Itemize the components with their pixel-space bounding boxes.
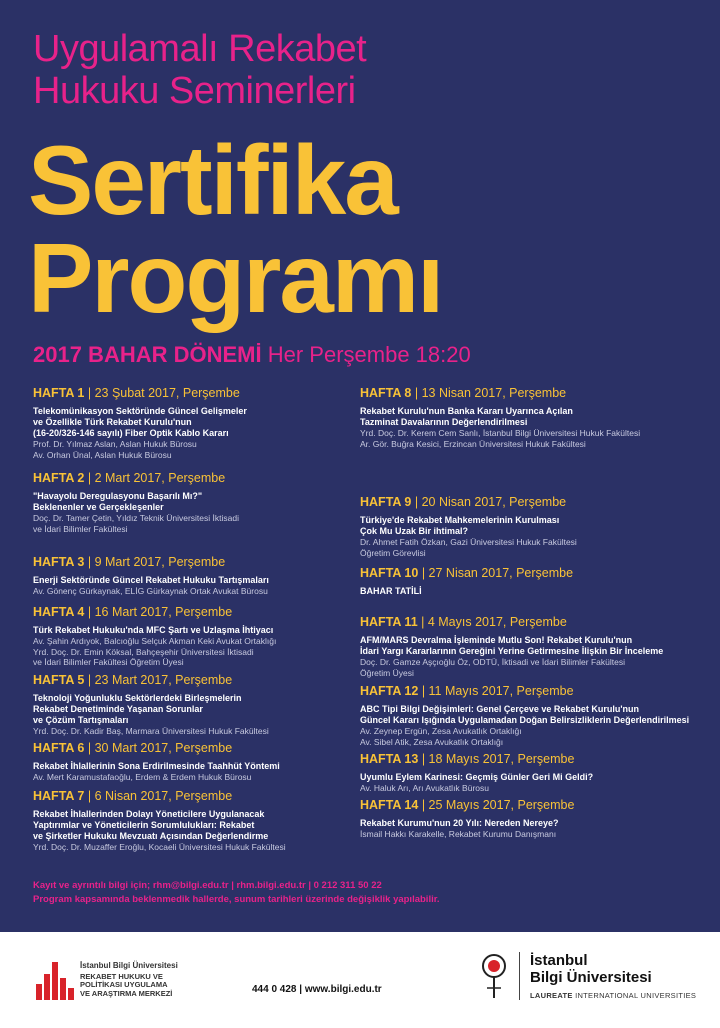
week-block	[360, 386, 700, 495]
week-number: HAFTA 4	[33, 605, 85, 619]
week-block	[33, 605, 373, 673]
week-block	[33, 386, 373, 471]
week-block	[33, 673, 373, 741]
week-block	[33, 555, 373, 605]
week-number: HAFTA 2	[33, 471, 85, 485]
week-block	[360, 752, 700, 798]
week-topic: Telekomünikasyon Sektöründe Güncel Gelişmeler ve Özellikle Türk Rekabet Kurulu'nun (16-20/326-146 sayılı) Fiber Optik Kablo Kararı	[33, 406, 247, 438]
week-topic: Enerji Sektöründe Güncel Rekabet Hukuku Tartışmaları	[33, 575, 269, 585]
term-line	[33, 342, 471, 368]
title-line-2: Hukuku Seminerleri	[33, 70, 356, 112]
week-number: HAFTA 13	[360, 752, 419, 766]
week-topic: Uyumlu Eylem Karinesi: Geçmiş Günler Geri Mi Geldi?	[360, 772, 594, 782]
term-name: 2017 BAHAR DÖNEMİ	[33, 342, 262, 367]
week-speakers: Yrd. Doç. Dr. Muzaffer Eroğlu, Kocaeli Üniversitesi Hukuk Fakültesi	[33, 842, 286, 852]
week-number: HAFTA 6	[33, 741, 85, 755]
week-date: | 13 Nisan 2017, Perşembe	[411, 386, 567, 400]
week-date: | 6 Nisan 2017, Perşembe	[84, 789, 233, 803]
week-date: | 16 Mart 2017, Perşembe	[84, 605, 233, 619]
week-number: HAFTA 7	[33, 789, 85, 803]
week-date: | 23 Şubat 2017, Perşembe	[84, 386, 240, 400]
logo-divider	[519, 952, 520, 1000]
week-date: | 9 Mart 2017, Perşembe	[84, 555, 226, 569]
university-seal-icon	[475, 950, 513, 1000]
week-speakers: Av. Gönenç Gürkaynak, ELİG Gürkaynak Ortak Avukat Bürosu	[33, 586, 268, 596]
week-number: HAFTA 5	[33, 673, 85, 687]
week-number: HAFTA 14	[360, 798, 419, 812]
weeks-right-column	[360, 386, 700, 840]
week-topic: Rekabet Kurulu'nun Banka Kararı Uyarınca Açılan Tazminat Davalarının Değerlendirilmesi	[360, 406, 573, 427]
week-block	[360, 798, 700, 840]
title-line-1: Uygulamalı Rekabet	[33, 28, 367, 70]
schedule-disclaimer: Program kapsamında beklenmedik hallerde, sunum tarihleri üzerinde değişiklik yapılabilir.	[33, 894, 440, 905]
university-name: İstanbul Bilgi Üniversitesi	[530, 952, 652, 986]
week-speakers: Yrd. Doç. Dr. Kerem Cem Sanlı, İstanbul Bilgi Üniversitesi Hukuk Fakültesi Ar. Gör. Buğra Kesici, Erzincan Üniversitesi Hukuk Fakültesi	[360, 428, 641, 449]
weeks-left-column	[33, 386, 373, 853]
week-topic: "Havayolu Deregulasyonu Başarılı Mı?" Beklenenler ve Gerçekleşenler	[33, 491, 203, 512]
week-date: | 20 Nisan 2017, Perşembe	[411, 495, 567, 509]
week-speakers: Av. Mert Karamustafaoğlu, Erdem & Erdem Hukuk Bürosu	[33, 772, 252, 782]
week-block	[33, 789, 373, 853]
week-number: HAFTA 12	[360, 684, 419, 698]
center-logo-bars-icon	[36, 962, 74, 1000]
week-topic: Türkiye'de Rekabet Mahkemelerinin Kurulması Çok Mu Uzak Bir ihtimal?	[360, 515, 560, 536]
week-number: HAFTA 1	[33, 386, 85, 400]
week-number: HAFTA 3	[33, 555, 85, 569]
week-date: | 27 Nisan 2017, Perşembe	[418, 566, 574, 580]
week-number: HAFTA 11	[360, 615, 418, 629]
week-topic: Rekabet Kurumu'nun 20 Yılı: Nereden Nereye?	[360, 818, 559, 828]
footer-contact[interactable]: 444 0 428 | www.bilgi.edu.tr	[252, 984, 382, 995]
week-date: | 25 Mayıs 2017, Perşembe	[418, 798, 575, 812]
week-topic: Teknoloji Yoğunluklu Sektörlerdeki Birleşmelerin Rekabet Denetiminde Yaşanan Sorunlar ve Çözüm Tartışmaları	[33, 693, 242, 725]
week-block	[360, 684, 700, 752]
week-speakers: Yrd. Doç. Dr. Kadir Baş, Marmara Üniversitesi Hukuk Fakültesi	[33, 726, 269, 736]
center-unit-name: REKABET HUKUKU VE POLİTİKASI UYGULAMA VE ARAŞTIRMA MERKEZİ	[80, 971, 173, 998]
week-speakers: İsmail Hakkı Karakelle, Rekabet Kurumu Danışmanı	[360, 829, 557, 839]
week-speakers: Av. Zeynep Ergün, Zesa Avukatlık Ortaklığı Av. Sibel Atik, Zesa Avukatlık Ortaklığı	[360, 726, 522, 747]
week-speakers: Av. Şahin Ardıyok, Balcıoğlu Selçuk Akman Keki Avukat Ortaklığı Yrd. Doç. Dr. Emin Köksal, Bahçeşehir Üniversitesi İktisadi ve İdari Bilimler Fakültesi Öğretim Üyesi	[33, 636, 277, 667]
week-speakers: Doç. Dr. Tamer Çetin, Yıldız Teknik Üniversitesi İktisadi ve İdari Bilimler Fakültesi	[33, 513, 239, 534]
week-date: | 23 Mart 2017, Perşembe	[84, 673, 233, 687]
registration-info	[33, 879, 440, 907]
week-date: | 2 Mart 2017, Perşembe	[84, 471, 226, 485]
week-topic: Rekabet İhlallerinin Sona Erdirilmesinde Taahhüt Yöntemi	[33, 761, 280, 771]
week-block	[33, 741, 373, 789]
week-block	[360, 615, 700, 684]
registration-contact[interactable]: Kayıt ve ayrıntılı bilgi için; rhm@bilgi.edu.tr | rhm.bilgi.edu.tr | 0 212 311 50 22	[33, 880, 382, 891]
center-university-name: İstanbul Bilgi Üniversitesi	[80, 961, 178, 970]
laureate-bold: LAUREATE	[530, 991, 573, 1000]
week-date: | 4 Mayıs 2017, Perşembe	[417, 615, 567, 629]
term-schedule: Her Perşembe 18:20	[261, 342, 471, 367]
week-block	[360, 566, 700, 615]
week-topic: ABC Tipi Bilgi Değişimleri: Genel Çerçeve ve Rekabet Kurulu'nun Güncel Kararı Işığında Uygulamadan Doğan Belirsizliklerin Değerlendirilmesi	[360, 704, 690, 725]
week-speakers: Doç. Dr. Gamze Aşçıoğlu Öz, ODTÜ, İktisadi ve İdari Bilimler Fakültesi Öğretim Üyesi	[360, 657, 625, 678]
week-date: | 30 Mart 2017, Perşembe	[84, 741, 233, 755]
laureate-rest: INTERNATIONAL UNIVERSITIES	[572, 991, 697, 1000]
week-number: HAFTA 10	[360, 566, 419, 580]
week-speakers: Av. Haluk Arı, Arı Avukatlık Bürosu	[360, 783, 489, 793]
laureate-tagline	[530, 991, 696, 1000]
week-date: | 11 Mayıs 2017, Perşembe	[418, 684, 574, 698]
week-speakers: Dr. Ahmet Fatih Özkan, Gazi Üniversitesi Hukuk Fakültesi Öğretim Görevlisi	[360, 537, 577, 558]
week-topic: AFM/MARS Devralma İşleminde Mutlu Son! Rekabet Kurulu'nun İdari Yargı Kararlarının Gereğini Yerine Getirmesine İlişkin Bir İnceleme	[360, 635, 664, 656]
week-date: | 18 Mayıs 2017, Perşembe	[418, 752, 575, 766]
week-topic: Rekabet İhlallerinden Dolayı Yöneticilere Uygulanacak Yaptırımlar ve Yöneticilerin Sorumlulukları: Rekabet ve Şirketler Hukuku Mevzuatı Açısından Değerlendirme	[33, 809, 269, 841]
week-topic: BAHAR TATİLİ	[360, 586, 422, 596]
week-speakers: Prof. Dr. Yılmaz Aslan, Aslan Hukuk Bürosu Av. Orhan Ünal, Aslan Hukuk Bürosu	[33, 439, 197, 460]
week-number: HAFTA 8	[360, 386, 412, 400]
headline-sertifika: Sertifika	[28, 125, 397, 235]
week-block	[360, 495, 700, 566]
headline-programi: Programı	[28, 223, 443, 333]
week-topic: Türk Rekabet Hukuku'nda MFC Şartı ve Uzlaşma İhtiyacı	[33, 625, 274, 635]
week-number: HAFTA 9	[360, 495, 412, 509]
center-logo-text	[80, 962, 178, 998]
week-block	[33, 471, 373, 555]
